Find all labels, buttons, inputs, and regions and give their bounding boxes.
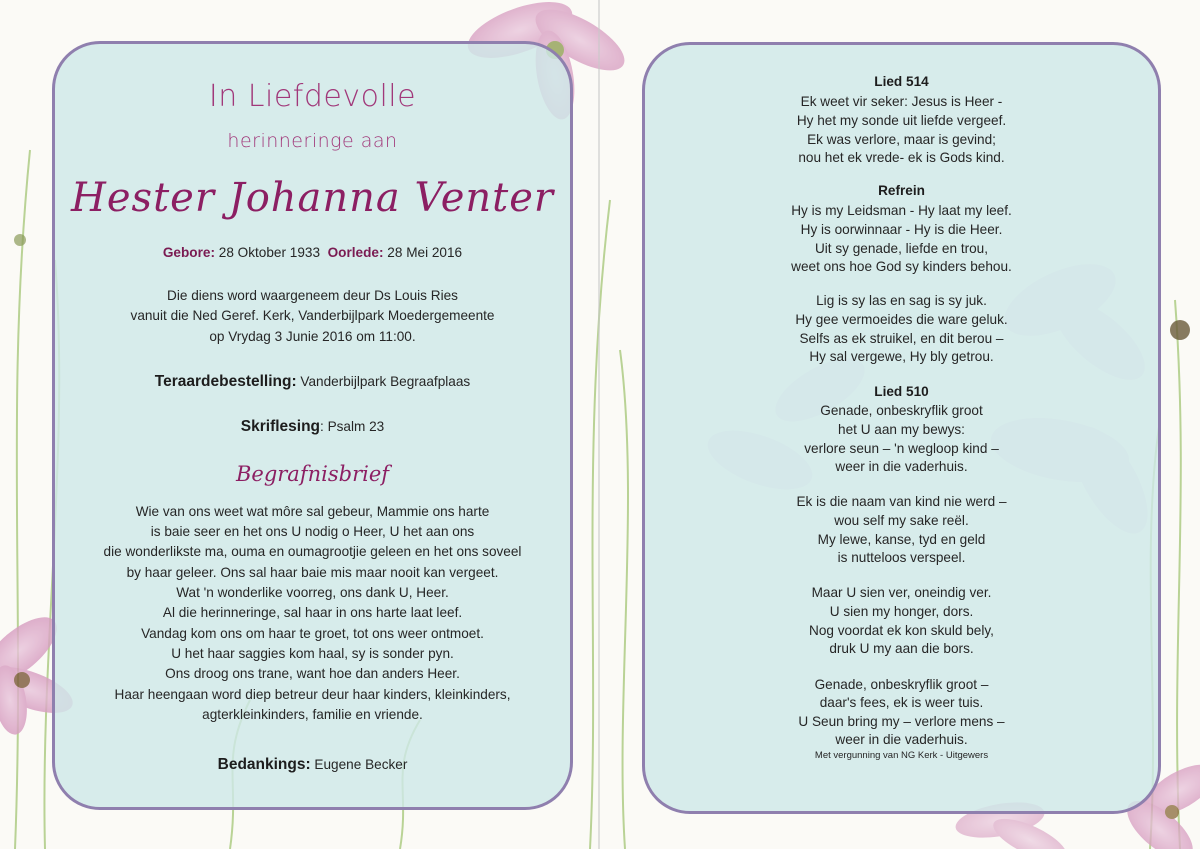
letter-line: Wat 'n wonderlike voorreg, ons dank U, Heer. [176, 585, 449, 600]
hymn-title: Lied 514 [874, 74, 929, 89]
hymn-line: Uit sy genade, liefde en trou, [814, 241, 989, 256]
hymn-line: nou het ek vrede- ek is Gods kind. [798, 150, 1005, 165]
hymn-line: Maar U sien ver, oneindig ver. [811, 585, 992, 600]
burial-value: Vanderbijlpark Begraafplaas [300, 374, 471, 389]
deceased-name: Hester Johanna Venter [71, 175, 554, 221]
hymn-line: is nutteloos verspeel. [837, 550, 966, 565]
letter-line: die wonderlikste ma, ouma en oumagrootjie geleen en het ons soveel [103, 544, 522, 559]
refrain-title: Refrein [878, 183, 925, 198]
hymn-line: My lewe, kanse, tyd en geld [817, 532, 986, 547]
died-label: Oorlede: [327, 245, 384, 260]
letter-line: U het haar saggies kom haal, sy is sonder pyn. [171, 646, 454, 661]
letter-line: by haar geleer. Ons sal haar baie mis maar nooit kan vergeet. [126, 565, 499, 580]
burial-label: Teraardebestelling: [154, 373, 297, 390]
hymn-line: Hy het my sonde uit liefde vergeef. [796, 113, 1007, 128]
hymn-line: druk U my aan die bors. [829, 641, 974, 656]
reading-value: : Psalm 23 [320, 419, 385, 434]
memorial-panel-left [52, 41, 573, 810]
hymn-line: wou self my sake reël. [834, 513, 969, 528]
hymn-line: U sien my honger, dors. [829, 604, 974, 619]
letter-line: Al die herinneringe, sal haar in ons harte laat leef. [162, 605, 463, 620]
born-label: Gebore: [162, 245, 215, 260]
thanks-value: Eugene Becker [314, 757, 408, 772]
service-line: vanuit die Ned Geref. Kerk, Vanderbijlpark Moedergemeente [130, 308, 495, 323]
letter-line: Vandag kom ons om haar te groet, tot ons weer ontmoet. [141, 626, 484, 641]
hymn-line: Hy is my Leidsman - Hy laat my leef. [791, 203, 1012, 218]
burial-row [55, 371, 570, 393]
letter-line: agterkleinkinders, familie en vriende. [202, 707, 423, 722]
hymn-line: Lig is sy las en sag is sy juk. [816, 293, 987, 308]
publisher-credit: Met vergunning van NG Kerk - Uitgewers [814, 750, 989, 761]
hymn-line: weer in die vaderhuis. [835, 732, 968, 747]
hymn-line: Selfs as ek struikel, en dit berou – [799, 331, 1004, 346]
reading-row [55, 416, 570, 438]
hymn-line: Hy sal vergewe, Hy bly getrou. [809, 349, 994, 364]
reading-label: Skriflesing [240, 418, 321, 435]
service-line: op Vrydag 3 Junie 2016 om 11:00. [209, 329, 416, 344]
hymn-title: Lied 510 [874, 384, 929, 399]
hymn-line: daar's fees, ek is weer tuis. [819, 695, 984, 710]
page-fold [598, 0, 600, 849]
hymn-line: Genade, onbeskryflik groot [820, 403, 983, 418]
hymn-line: het U aan my bewys: [838, 422, 965, 437]
hymn-line: Genade, onbeskryflik groot – [814, 677, 989, 692]
thanks-row [55, 754, 570, 776]
hymn-line: Hy gee vermoeides die ware geluk. [795, 312, 1008, 327]
letter-heading: Begrafnisbrief [235, 462, 390, 486]
letter-line: Haar heengaan word diep betreur deur haar kinders, kleinkinders, [114, 687, 511, 702]
hymn-line: Ek is die naam van kind nie werd – [796, 494, 1007, 509]
hymn-line: verlore seun – 'n wegloop kind – [804, 441, 999, 456]
hymn-line: Hy is oorwinnaar - Hy is die Heer. [800, 222, 1003, 237]
thanks-label: Bedankings: [217, 756, 311, 773]
hymn-line: weer in die vaderhuis. [835, 459, 968, 474]
hymn-line: weet ons hoe God sy kinders behou. [791, 259, 1012, 274]
title-line-1: In Liefdevolle [208, 79, 417, 114]
dates-row [55, 244, 570, 262]
letter-line: Ons droog ons trane, want hoe dan anders Heer. [165, 666, 460, 681]
hymns-panel-right [642, 42, 1161, 814]
hymn-line: Nog voordat ek kon skuld bely, [809, 623, 994, 638]
letter-line: is baie seer en het ons U nodig o Heer, U het aan ons [150, 524, 475, 539]
hymn-line: Ek was verlore, maar is gevind; [807, 132, 996, 147]
died-value: 28 Mei 2016 [387, 245, 463, 260]
title-line-2: herinneringe aan [227, 130, 398, 152]
service-line: Die diens word waargeneem deur Ds Louis Ries [167, 288, 458, 303]
born-value: 28 Oktober 1933 [218, 245, 321, 260]
hymn-line: U Seun bring my – verlore mens – [798, 714, 1005, 729]
hymn-line: Ek weet vir seker: Jesus is Heer - [800, 94, 1003, 109]
letter-line: Wie van ons weet wat môre sal gebeur, Mammie ons harte [135, 504, 490, 519]
